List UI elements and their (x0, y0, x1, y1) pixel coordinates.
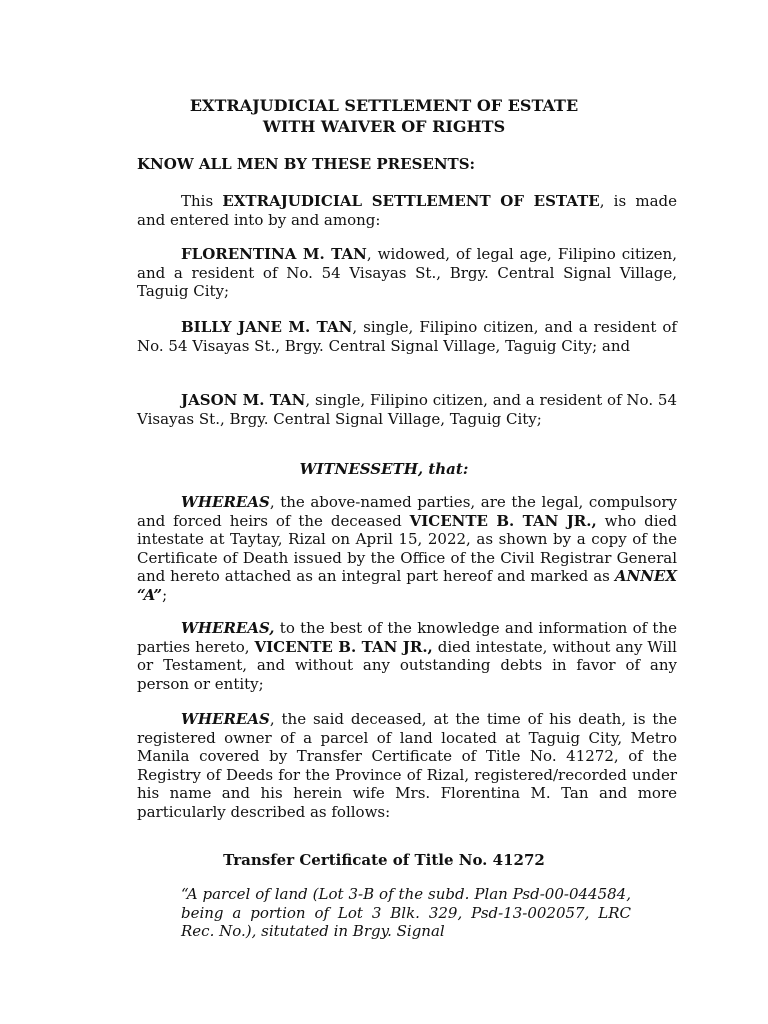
party-details: , single, Filipino citizen, and a resident of No. 54 Visayas St., Brgy. Central Signal Village, Taguig City; and (137, 318, 677, 355)
whereas-text: died intestate, without any Will or Testament, and without any outstanding debts in favor of any person or entity; (137, 637, 677, 693)
tct-heading: Transfer Certificate of Title No. 41272 (223, 851, 545, 869)
whereas-lead: WHEREAS (181, 710, 270, 728)
party-paragraph-1 (137, 245, 677, 301)
whereas-text: ; (162, 585, 168, 604)
whereas-text: who died intestate at Taytay, Rizal on April 15, 2022, as shown by a copy of the Certificate of Death issued by the Office of the Civil Registrar General and hereto attached as an integral part hereof and marked as (137, 511, 677, 585)
whereas-paragraph-2 (137, 619, 677, 693)
party-name: JASON M. TAN (181, 391, 306, 409)
party-name: FLORENTINA M. TAN (181, 245, 367, 263)
whereas-lead: WHEREAS (181, 493, 270, 511)
deceased-name: VICENTE B. TAN JR., (409, 511, 597, 530)
witnesseth-heading: WITNESSETH, that: (299, 460, 469, 478)
party-paragraph-3 (137, 391, 677, 428)
title-line-1: EXTRAJUDICIAL SETTLEMENT OF ESTATE (189, 96, 579, 115)
whereas-text: , the said deceased, at the time of his death, is the registered owner of a parcel of land located at Taguig City, Metro Manila covered by Transfer Certificate of Title No. 41272, of the Registry of Deeds for the Province of Rizal, registered/recorded under his name and his herein wife Mrs. Florentina M. Tan and more particularly described as follows: (137, 710, 677, 821)
intro-paragraph (137, 192, 677, 229)
intro-bold: EXTRAJUDICIAL SETTLEMENT OF ESTATE (222, 192, 600, 210)
whereas-paragraph-3 (137, 710, 677, 821)
whereas-lead: WHEREAS, (181, 619, 275, 637)
party-paragraph-2 (137, 318, 677, 355)
know-all-men-heading: KNOW ALL MEN BY THESE PRESENTS: (137, 155, 476, 173)
whereas-text: , the above-named parties, are the legal, compulsory and forced heirs of the deceased (137, 493, 677, 530)
land-description: “A parcel of land (Lot 3-B of the subd. Plan Psd-00-044584, being a portion of Lot 3 Blk. 329, Psd-13-002057, LRC Rec. No.), situtated in Brgy. Signal (181, 885, 631, 940)
party-name: BILLY JANE M. TAN (181, 318, 353, 336)
party-details: , single, Filipino citizen, and a resident of No. 54 Visayas St., Brgy. Central Signal Village, Taguig City; (137, 391, 677, 428)
party-details: , widowed, of legal age, Filipino citizen, and a resident of No. 54 Visayas St., Brgy. Central Signal Village, Taguig City; (137, 245, 677, 300)
intro-text-end: , is made and entered into by and among: (137, 192, 677, 229)
whereas-text: to the best of the knowledge and information of the parties hereto, (137, 619, 677, 656)
deceased-name: VICENTE B. TAN JR., (254, 637, 433, 656)
title-line-2: WITH WAIVER OF RIGHTS (262, 117, 506, 136)
annex-label: ANNEX “A” (137, 567, 677, 604)
whereas-paragraph-1 (137, 493, 677, 604)
document-title (0, 95, 768, 137)
intro-text: This (181, 192, 223, 210)
